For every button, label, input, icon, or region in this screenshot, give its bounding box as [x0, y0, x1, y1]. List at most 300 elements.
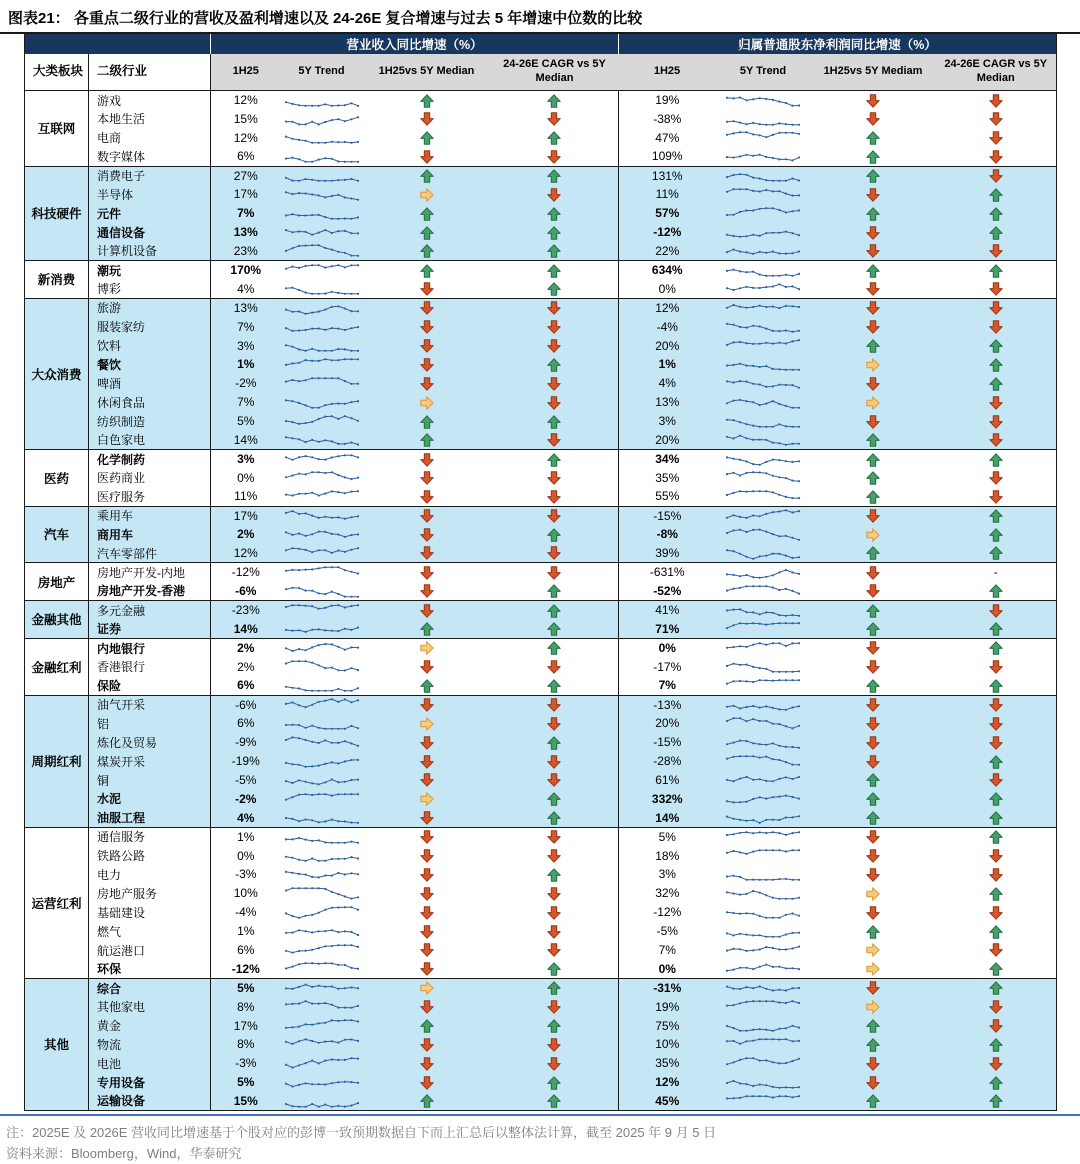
- revenue-1h25-value: 1%: [237, 924, 255, 939]
- revenue-cagr-vs-median-cell: [491, 412, 619, 431]
- up-arrow-icon: [420, 169, 434, 183]
- revenue-cagr-vs-median-cell: [491, 657, 619, 676]
- profit-trend-cell: [716, 128, 811, 147]
- revenue-trend-cell: [281, 1054, 363, 1073]
- revenue-vs-median-cell: [363, 846, 491, 865]
- profit-cagr-vs-median-cell: [936, 317, 1057, 336]
- table-row: [25, 619, 1057, 638]
- table-row: [25, 166, 1057, 185]
- up-arrow-icon: [547, 962, 561, 976]
- revenue-vs-median-cell: [363, 997, 491, 1016]
- down-arrow-icon: [866, 112, 880, 126]
- profit-vs-median-cell: [811, 355, 936, 374]
- down-arrow-icon: [420, 755, 434, 769]
- profit-1h25-value: 18%: [619, 846, 716, 865]
- profit-trend-cell: [716, 846, 811, 865]
- profit-1h25-value: 19%: [619, 997, 716, 1016]
- sparkline-chart: [725, 678, 801, 693]
- table-row: [25, 733, 1057, 752]
- profit-1h25-value: 634%: [619, 261, 716, 280]
- sparkline-chart: [284, 546, 360, 561]
- revenue-1h25-value: 15%: [211, 1092, 281, 1111]
- profit-trend-cell: [716, 336, 811, 355]
- profit-vs-median-cell: [811, 147, 936, 166]
- sparkline-chart: [284, 754, 360, 769]
- revenue-1h25-value: 17%: [211, 506, 281, 525]
- down-arrow-icon: [866, 226, 880, 240]
- revenue-vs-median-cell: [363, 109, 491, 128]
- revenue-trend-cell: [281, 1016, 363, 1035]
- profit-vs-median-cell: [811, 1054, 936, 1073]
- profit-1h25-value: 20%: [619, 431, 716, 450]
- up-arrow-icon: [989, 792, 1003, 806]
- revenue-1h25-value: 0%: [237, 848, 255, 863]
- sparkline-chart: [284, 112, 360, 127]
- revenue-vs-median-cell: [363, 1016, 491, 1035]
- profit-1h25-value: 14%: [619, 808, 716, 827]
- table-row: [25, 298, 1057, 317]
- revenue-cagr-vs-median-cell: [491, 487, 619, 506]
- up-arrow-icon: [866, 433, 880, 447]
- profit-trend-cell: [716, 412, 811, 431]
- up-arrow-icon: [989, 755, 1003, 769]
- profit-1h25-value: -8%: [619, 525, 716, 544]
- sparkline-chart: [725, 943, 801, 958]
- profit-cagr-vs-median-cell: [936, 279, 1057, 298]
- profit-trend-cell: [716, 582, 811, 601]
- industry-column-header: 二级行业: [89, 54, 211, 91]
- industry-label: 本地生活: [89, 109, 211, 128]
- industry-label: 电池: [89, 1054, 211, 1073]
- sparkline-chart: [725, 112, 801, 127]
- sparkline-chart: [725, 93, 801, 108]
- profit-vs-median-cell: [811, 374, 936, 393]
- revenue-trend-cell: [281, 449, 363, 468]
- industry-label: 纺织制造: [89, 412, 211, 431]
- profit-1h25-value: 332%: [619, 789, 716, 808]
- revenue-1h25-value: -23%: [211, 601, 281, 620]
- down-arrow-icon: [547, 150, 561, 164]
- sparkline-chart: [284, 659, 360, 674]
- revenue-vs-median-cell: [363, 657, 491, 676]
- revenue-vs-median-cell: [363, 903, 491, 922]
- profit-1h25-value: -38%: [619, 109, 716, 128]
- footnote-note: 注：2025E 及 2026E 营收同比增速基于个股对应的彭博一致预期数据自下而上汇总后以整体法计算，截至 2025 年 9 月 5 日: [6, 1125, 717, 1141]
- table-row: [25, 563, 1057, 582]
- revenue-cagr-vs-median-cell: [491, 752, 619, 771]
- revenue-cagr-vs-median-cell: [491, 638, 619, 657]
- revenue-1h25-value: -6%: [211, 695, 281, 714]
- down-arrow-icon: [866, 1076, 880, 1090]
- down-arrow-icon: [420, 471, 434, 485]
- sparkline-chart: [725, 603, 801, 618]
- down-arrow-icon: [420, 301, 434, 315]
- profit-cagr-vs-median-cell: [936, 185, 1057, 204]
- sparkline-chart: [284, 773, 360, 788]
- profit-vs-median-cell: [811, 771, 936, 790]
- sparkline-chart: [284, 357, 360, 372]
- revenue-cagr-vs-median-cell: [491, 601, 619, 620]
- table-row: [25, 204, 1057, 223]
- profit-vs-median-cell: [811, 808, 936, 827]
- profit-1h25-value: 0%: [619, 279, 716, 298]
- sparkline-chart: [284, 716, 360, 731]
- up-arrow-icon: [420, 679, 434, 693]
- revenue-trend-cell: [281, 884, 363, 903]
- sparkline-chart: [725, 830, 801, 845]
- revenue-cagr-vs-median-cell: [491, 978, 619, 997]
- industry-label: 医药商业: [89, 468, 211, 487]
- profit-trend-cell: [716, 355, 811, 374]
- revenue-vs-median-cell: [363, 544, 491, 563]
- down-arrow-icon: [547, 396, 561, 410]
- sparkline-chart: [725, 243, 801, 258]
- sparkline-chart: [725, 225, 801, 240]
- revenue-cagr-vs-median-cell: [491, 884, 619, 903]
- revenue-trend-cell: [281, 1073, 363, 1092]
- down-arrow-icon: [866, 981, 880, 995]
- profit-vs-median-cell: [811, 695, 936, 714]
- revenue-1h25-value: 3%: [211, 336, 281, 355]
- down-arrow-icon: [420, 339, 434, 353]
- table-row: [25, 601, 1057, 620]
- revenue-trend-cell: [281, 638, 363, 657]
- profit-trend-cell: [716, 922, 811, 941]
- profit-vs-median-cell: [811, 223, 936, 242]
- revenue-vs-median-cell: [363, 884, 491, 903]
- down-arrow-icon: [866, 509, 880, 523]
- revenue-cagr-vs-median-cell: [491, 619, 619, 638]
- profit-cagr-vs-median-cell: [936, 903, 1057, 922]
- revenue-vs-median-cell: [363, 638, 491, 657]
- down-arrow-icon: [989, 396, 1003, 410]
- sparkline-chart: [284, 414, 360, 429]
- revenue-trend-cell: [281, 487, 363, 506]
- sparkline-chart: [284, 187, 360, 202]
- revenue-1h25-value: 4%: [237, 281, 255, 296]
- industry-label: 物流: [89, 1035, 211, 1054]
- up-arrow-icon: [420, 131, 434, 145]
- sparkline-chart: [284, 281, 360, 296]
- sparkline-chart: [725, 641, 801, 656]
- table-row: [25, 223, 1057, 242]
- revenue-vs-median-cell: [363, 525, 491, 544]
- profit-cagr-vs-median-cell: [936, 374, 1057, 393]
- table-row: [25, 922, 1057, 941]
- revenue-vs-median-cell: [363, 223, 491, 242]
- up-arrow-icon: [420, 415, 434, 429]
- revenue-cagr-vs-median-cell: [491, 506, 619, 525]
- profit-trend-cell: [716, 1054, 811, 1073]
- industry-label: 元件: [89, 204, 211, 223]
- profit-trend-cell: [716, 1035, 811, 1054]
- industry-label: 医疗服务: [89, 487, 211, 506]
- revenue-trend-cell: [281, 676, 363, 695]
- up-arrow-icon: [989, 830, 1003, 844]
- revenue-cagr-vs-median-cell: [491, 695, 619, 714]
- profit-trend-cell: [716, 638, 811, 657]
- industry-label: 基础建设: [89, 903, 211, 922]
- sparkline-chart: [284, 243, 360, 258]
- profit-cagr-vs-median-cell: [936, 884, 1057, 903]
- profit-cagr-vs-median-cell: [936, 1054, 1057, 1073]
- revenue-trend-cell: [281, 279, 363, 298]
- revenue-vs-median-cell: [363, 865, 491, 884]
- down-arrow-icon: [866, 717, 880, 731]
- revenue-1h25-value: 7%: [211, 393, 281, 412]
- industry-label: 商用车: [89, 525, 211, 544]
- sparkline-chart: [725, 263, 801, 278]
- down-arrow-icon: [989, 112, 1003, 126]
- revenue-1h25-value: 15%: [233, 111, 258, 126]
- sparkline-chart: [284, 678, 360, 693]
- revenue-1h25-value: 6%: [237, 678, 255, 693]
- profit-trend-cell: [716, 261, 811, 280]
- revenue-cagr-vs-median-cell: [491, 166, 619, 185]
- up-arrow-icon: [547, 811, 561, 825]
- down-arrow-icon: [420, 112, 434, 126]
- sector-label: 其他: [25, 978, 89, 1110]
- down-arrow-icon: [420, 811, 434, 825]
- sparkline-chart: [284, 149, 360, 164]
- revenue-1h25-value: 0%: [237, 470, 255, 485]
- sparkline-chart: [284, 130, 360, 145]
- up-arrow-icon: [989, 622, 1003, 636]
- table-row: [25, 941, 1057, 960]
- sparkline-chart: [725, 546, 801, 561]
- up-arrow-icon: [866, 131, 880, 145]
- profit-trend-cell: [716, 544, 811, 563]
- revenue-vs-median-cell: [363, 242, 491, 261]
- revenue-1h25-value: 12%: [233, 130, 258, 145]
- sector-label: 周期红利: [25, 695, 89, 827]
- revenue-1h25-value: -2%: [211, 789, 281, 808]
- revenue-vs-median-cell: [363, 91, 491, 110]
- revenue-cagr-vs-median-cell: [491, 525, 619, 544]
- down-arrow-icon: [866, 868, 880, 882]
- footnote-source: 资料来源：Bloomberg，Wind，华泰研究: [6, 1146, 242, 1162]
- up-arrow-icon: [420, 226, 434, 240]
- sector-label: 互联网: [25, 91, 89, 167]
- profit-vs-median-cell: [811, 601, 936, 620]
- industry-label: 半导体: [89, 185, 211, 204]
- sparkline-chart: [725, 659, 801, 674]
- up-arrow-icon: [420, 207, 434, 221]
- revenue-vs-median-cell: [363, 1035, 491, 1054]
- sparkline-chart: [725, 754, 801, 769]
- profit-vs-median-cell: [811, 109, 936, 128]
- profit-1h25-value: 55%: [619, 487, 716, 506]
- sparkline-chart: [725, 395, 801, 410]
- up-arrow-icon: [989, 509, 1003, 523]
- table-row: [25, 1092, 1057, 1111]
- flat-arrow-icon: [420, 396, 434, 410]
- sector-label: 大众消费: [25, 298, 89, 449]
- table-row: [25, 449, 1057, 468]
- sparkline-chart: [725, 527, 801, 542]
- profit-cagr-vs-median-cell: [936, 714, 1057, 733]
- revenue-vs-median-cell: [363, 601, 491, 620]
- down-arrow-icon: [547, 1057, 561, 1071]
- sparkline-chart: [725, 508, 801, 523]
- table-row: [25, 657, 1057, 676]
- revenue-cagr-vs-median-cell: [491, 997, 619, 1016]
- up-arrow-icon: [989, 188, 1003, 202]
- down-arrow-icon: [989, 282, 1003, 296]
- revenue-1h25-value: -3%: [211, 1054, 281, 1073]
- sector-column-header: 大类板块: [25, 54, 89, 91]
- profit-vs-median-cell: [811, 166, 936, 185]
- down-arrow-icon: [866, 188, 880, 202]
- profit-vs-median-cell: [811, 431, 936, 450]
- industry-label: 运输设备: [89, 1092, 211, 1111]
- revenue-trend-header: 5Y Trend: [281, 54, 363, 91]
- down-arrow-icon: [866, 849, 880, 863]
- profit-1h25-value: 39%: [619, 544, 716, 563]
- down-arrow-icon: [547, 773, 561, 787]
- revenue-trend-cell: [281, 223, 363, 242]
- profit-vs-median-cell: [811, 449, 936, 468]
- revenue-1h25-value: 17%: [211, 185, 281, 204]
- profit-vs-median-cell: [811, 789, 936, 808]
- industry-label: 电商: [89, 128, 211, 147]
- profit-1h25-value: 12%: [619, 298, 716, 317]
- profit-vs-median-cell: [811, 91, 936, 110]
- revenue-cagr-vs-median-cell: [491, 676, 619, 695]
- sector-label: 汽车: [25, 506, 89, 563]
- up-arrow-icon: [989, 811, 1003, 825]
- profit-trend-cell: [716, 223, 811, 242]
- profit-trend-cell: [716, 941, 811, 960]
- profit-1h25-value: -31%: [619, 978, 716, 997]
- profit-vs-median-cell: [811, 544, 936, 563]
- profit-trend-cell: [716, 204, 811, 223]
- profit-vs-median-cell: [811, 903, 936, 922]
- sparkline-chart: [725, 357, 801, 372]
- profit-1h25-value: -5%: [619, 922, 716, 941]
- revenue-cagr-vs-median-cell: [491, 355, 619, 374]
- profit-1h25-value: 13%: [619, 393, 716, 412]
- up-arrow-icon: [866, 471, 880, 485]
- revenue-1h25-value: 14%: [211, 619, 281, 638]
- sparkline-chart: [284, 1037, 360, 1052]
- revenue-cagr-vs-median-cell: [491, 846, 619, 865]
- industry-label: 通信设备: [89, 223, 211, 242]
- flat-arrow-icon: [866, 396, 880, 410]
- sparkline-chart: [725, 810, 801, 825]
- profit-1h25-value: 0%: [619, 638, 716, 657]
- profit-cagr-vs-median-cell: [936, 1073, 1057, 1092]
- profit-cagr-vs-median-cell: [936, 336, 1057, 355]
- industry-growth-table: [24, 34, 1057, 1111]
- sparkline-chart: [284, 848, 360, 863]
- revenue-vs-median-cell: [363, 922, 491, 941]
- profit-vs-median-cell: [811, 657, 936, 676]
- profit-cagr-vs-median-cell: [936, 147, 1057, 166]
- up-arrow-icon: [547, 453, 561, 467]
- revenue-cagr-vs-median-cell: [491, 771, 619, 790]
- down-arrow-icon: [989, 415, 1003, 429]
- up-arrow-icon: [989, 339, 1003, 353]
- profit-vs-median-cell: [811, 298, 936, 317]
- up-arrow-icon: [866, 150, 880, 164]
- down-arrow-icon: [547, 339, 561, 353]
- revenue-cagr-vs-median-cell: [491, 242, 619, 261]
- flat-arrow-icon: [420, 792, 434, 806]
- revenue-trend-cell: [281, 827, 363, 846]
- down-arrow-icon: [866, 830, 880, 844]
- sparkline-chart: [725, 565, 801, 580]
- profit-1h25-value: -15%: [619, 506, 716, 525]
- sparkline-chart: [725, 452, 801, 467]
- table-row: [25, 109, 1057, 128]
- profit-vs-median-cell: [811, 1092, 936, 1111]
- profit-vs-median-header: 1H25vs 5Y Mediam: [811, 54, 936, 91]
- profit-vs-median-cell: [811, 563, 936, 582]
- sparkline-chart: [284, 1018, 360, 1033]
- revenue-cagr-vs-median-cell: [491, 941, 619, 960]
- down-arrow-icon: [420, 1038, 434, 1052]
- revenue-1h25-value: 5%: [211, 1073, 281, 1092]
- profit-1h25-value: 45%: [619, 1092, 716, 1111]
- revenue-trend-cell: [281, 185, 363, 204]
- revenue-1h25-value: 27%: [211, 166, 281, 185]
- profit-trend-cell: [716, 808, 811, 827]
- industry-label: 通信服务: [89, 827, 211, 846]
- profit-cagr-vs-median-cell: [936, 109, 1057, 128]
- profit-cagr-vs-median-cell: [936, 393, 1057, 412]
- revenue-1h25-value: 6%: [237, 149, 255, 164]
- revenue-vs-median-cell: [363, 298, 491, 317]
- industry-label: 消费电子: [89, 166, 211, 185]
- revenue-1h25-header: 1H25: [211, 54, 281, 91]
- revenue-trend-cell: [281, 355, 363, 374]
- profit-trend-cell: [716, 525, 811, 544]
- sparkline-chart: [725, 1075, 801, 1090]
- sparkline-chart: [284, 621, 360, 636]
- no-data-dash: -: [993, 565, 998, 580]
- profit-1h25-value: 4%: [619, 374, 716, 393]
- revenue-cagr-vs-median-cell: [491, 223, 619, 242]
- profit-vs-median-cell: [811, 865, 936, 884]
- revenue-trend-cell: [281, 789, 363, 808]
- sparkline-chart: [725, 1056, 801, 1071]
- profit-1h25-value: 41%: [619, 601, 716, 620]
- down-arrow-icon: [420, 320, 434, 334]
- down-arrow-icon: [547, 1000, 561, 1014]
- sparkline-chart: [284, 301, 360, 316]
- revenue-vs-median-cell: [363, 582, 491, 601]
- table-row: [25, 846, 1057, 865]
- profit-trend-cell: [716, 393, 811, 412]
- revenue-trend-cell: [281, 997, 363, 1016]
- up-arrow-icon: [866, 925, 880, 939]
- table-row: [25, 582, 1057, 601]
- profit-trend-cell: [716, 827, 811, 846]
- down-arrow-icon: [547, 925, 561, 939]
- up-arrow-icon: [866, 490, 880, 504]
- up-arrow-icon: [866, 169, 880, 183]
- sparkline-chart: [284, 452, 360, 467]
- flat-arrow-icon: [420, 188, 434, 202]
- revenue-cagr-vs-median-cell: [491, 733, 619, 752]
- up-arrow-icon: [420, 1094, 434, 1108]
- profit-cagr-vs-median-cell: [936, 204, 1057, 223]
- profit-vs-median-cell: [811, 242, 936, 261]
- profit-trend-cell: [716, 109, 811, 128]
- revenue-1h25-value: 3%: [237, 452, 255, 467]
- sparkline-chart: [284, 584, 360, 599]
